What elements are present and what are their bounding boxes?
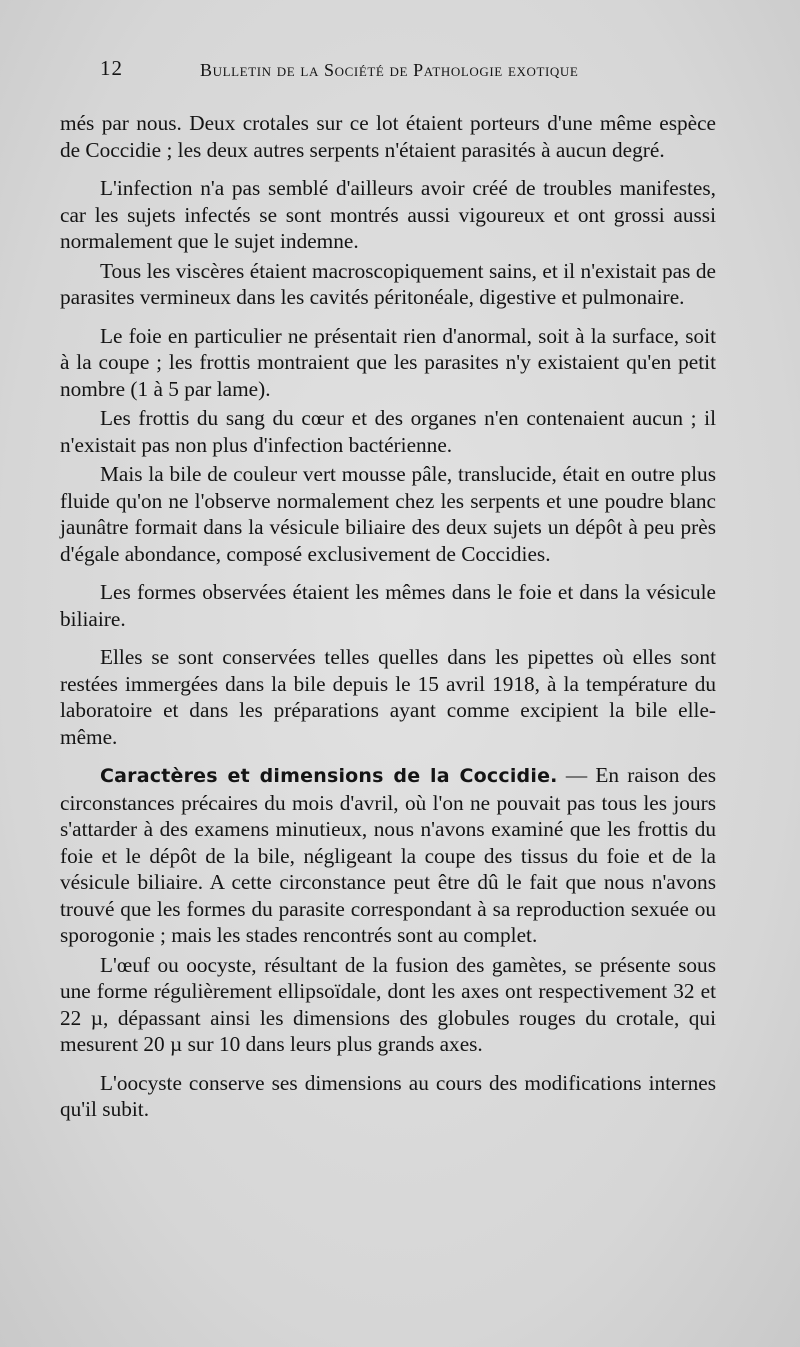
paragraph: Les frottis du sang du cœur et des organes n'en contenaient aucun ; il n'existait pas non plus d'infection bactérienne.: [60, 406, 716, 457]
paragraph: Tous les viscères étaient macroscopiquement sains, et il n'existait pas de parasites vermineux dans les cavités péritonéale, digestive et pulmonaire.: [60, 258, 716, 309]
paragraph: Elles se sont conservées telles quelles dans les pipettes où elles sont restées immergées dans la bile depuis le 15 avril 1918, à la température du laboratoire et dans les préparations ayant comme excipient la bile elle-même.: [60, 645, 716, 749]
body-text: [60, 110, 716, 1123]
section-heading: Caractères et dimensions de la Coccidie.: [100, 765, 558, 787]
paragraph: més par nous. Deux crotales sur ce lot étaient porteurs d'une même espèce de Coccidie ; les deux autres serpents n'étaient parasités à aucun degré.: [60, 111, 716, 162]
section-text: — En raison des circonstances précaires du mois d'avril, où l'on ne pouvait pas tous les jours s'attarder à des examens minutieux, nous n'avons examiné que les frottis du foie et le dépôt de la bile, négligeant la coupe des tissus du foie et de la vésicule biliaire. A cette circonstance peut être dû le fait que nous n'avons trouvé que les formes du parasite correspondant à sa reproduction sexuée ou sporogonie ; mais les stades rencontrés sont au complet.: [60, 763, 717, 947]
paragraph: L'œuf ou oocyste, résultant de la fusion des gamètes, se présente sous une forme régulièrement ellipsoïdale, dont les axes ont respectivement 32 et 22 µ, dépassant ainsi les dimensions des globules rouges du crotale, qui mesurent 20 µ sur 10 dans leurs plus grands axes.: [60, 952, 716, 1056]
page-number: 12: [100, 56, 123, 80]
page-header: [100, 56, 740, 96]
paragraph: [60, 762, 716, 949]
paragraph: L'oocyste conserve ses dimensions au cours des modifications internes qu'il subit.: [60, 1070, 716, 1121]
paragraph: Les formes observées étaient les mêmes dans le foie et dans la vésicule biliaire.: [60, 580, 716, 631]
running-title: Bulletin de la Société de Pathologie exotique: [200, 60, 579, 80]
paragraph: Le foie en particulier ne présentait rien d'anormal, soit à la surface, soit à la coupe ; les frottis montraient que les parasites n'y existaient qu'en petit nombre (1 à 5 par lame).: [60, 323, 716, 401]
paragraph: L'infection n'a pas semblé d'ailleurs avoir créé de troubles manifestes, car les sujets infectés se sont montrés aussi vigoureux et ont grossi aussi normalement que le sujet indemne.: [60, 176, 716, 253]
paragraph: Mais la bile de couleur vert mousse pâle, translucide, était en outre plus fluide qu'on ne l'observe normalement chez les serpents et une poudre blanc jaunâtre formait dans la vésicule biliaire des deux sujets un dépôt à peu près d'égale abondance, composé exclusivement de Coccidies.: [60, 462, 716, 566]
